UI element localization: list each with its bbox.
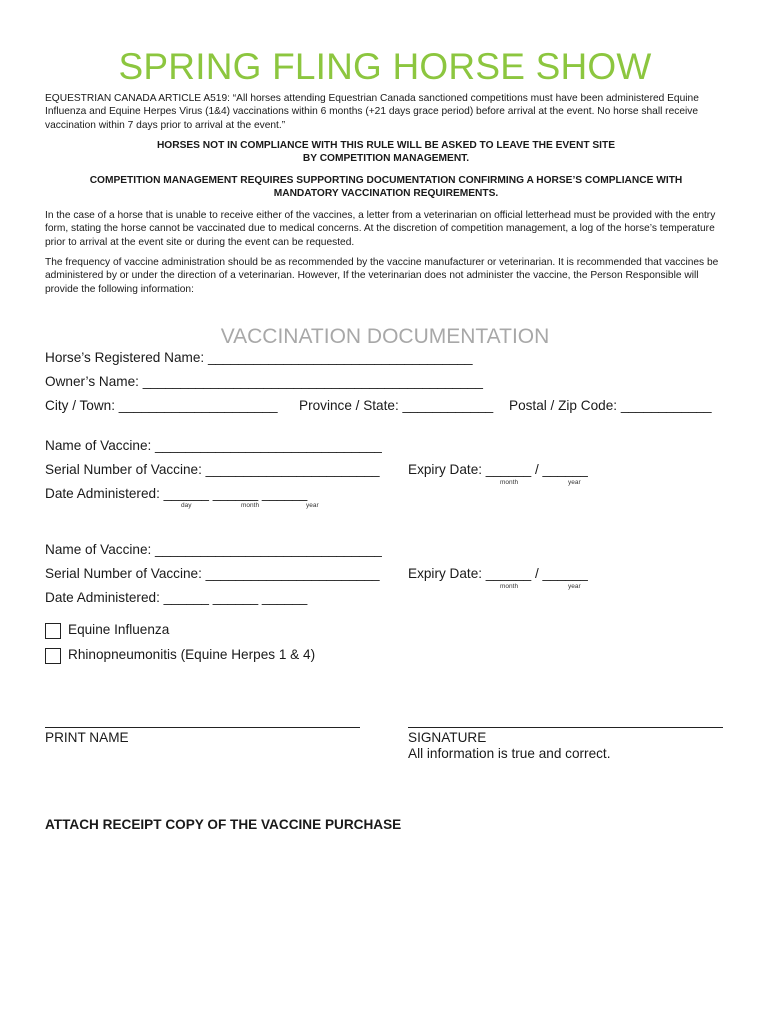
horse-name-field[interactable]: Horse’s Registered Name: ___________________________________ bbox=[45, 350, 473, 365]
postal-code-field[interactable]: Postal / Zip Code: ____________ bbox=[509, 398, 712, 413]
vet-letter-paragraph: In the case of a horse that is unable to receive either of the vaccines, a letter from a veterinarian on official letterhead must be provided with the entry form, stating the horse cannot be vaccinated due to medical concerns. At the discretion of competition management, a log of the horse’s temperature prior to arrival at the event site or during the event can be requested. bbox=[45, 210, 716, 248]
province-field[interactable]: Province / State: ____________ bbox=[299, 398, 494, 413]
vaccine2-name-field[interactable]: Name of Vaccine: ______________________________ bbox=[45, 542, 382, 557]
section-title: VACCINATION DOCUMENTATION bbox=[220, 325, 550, 348]
vaccine2-expiry-year-label: year bbox=[568, 583, 581, 590]
vaccine1-day-label: day bbox=[181, 502, 192, 509]
vaccine2-serial-field[interactable]: Serial Number of Vaccine: _______________________ bbox=[45, 566, 380, 581]
print-name-line[interactable] bbox=[45, 727, 360, 728]
vaccine1-month-label: month bbox=[241, 502, 260, 509]
intro-article-text: EQUESTRIAN CANADA ARTICLE A519: “All horses attending Equestrian Canada sanctioned competitions must have been administered Equine Influenza and Equine Herpes Virus (1&4) vaccinations within 6 months (+21 days grace period) before arrival at the event. No horse shall receive vaccination within 7 days prior to arrival at the event.” bbox=[45, 93, 699, 131]
vaccine2-expiry-month-label: month bbox=[500, 583, 519, 590]
signature-note: All information is true and correct. bbox=[408, 746, 611, 761]
warning-line-2: BY COMPETITION MANAGEMENT. bbox=[302, 153, 470, 164]
equine-influenza-label: Equine Influenza bbox=[68, 622, 170, 637]
signature-line[interactable] bbox=[408, 727, 723, 728]
vaccine-frequency-paragraph: The frequency of vaccine administration should be as recommended by the vaccine manufacturer or veterinarian. It is recommended that vaccines be administered by or under the direction of a veterinarian. However, If the veterinarian does not administer the vaccine, the Person Responsible will provide the following information: bbox=[45, 257, 719, 295]
signature-label: SIGNATURE bbox=[408, 730, 487, 745]
equine-influenza-checkbox[interactable] bbox=[45, 623, 61, 639]
vaccine1-year-label: year bbox=[306, 502, 319, 509]
vaccine1-serial-field[interactable]: Serial Number of Vaccine: _______________________ bbox=[45, 462, 380, 477]
print-name-label: PRINT NAME bbox=[45, 730, 129, 745]
form-title: SPRING FLING HORSE SHOW bbox=[118, 46, 652, 87]
requirement-line-1: COMPETITION MANAGEMENT REQUIRES SUPPORTING DOCUMENTATION CONFIRMING A HORSE’S COMPLIANCE WITH bbox=[89, 175, 683, 186]
vaccine1-expiry-month-label: month bbox=[500, 479, 519, 486]
rhinopneumonitis-label: Rhinopneumonitis (Equine Herpes 1 & 4) bbox=[68, 647, 316, 662]
rhinopneumonitis-checkbox[interactable] bbox=[45, 648, 61, 664]
attach-receipt-note: ATTACH RECEIPT COPY OF THE VACCINE PURCHASE bbox=[45, 817, 402, 832]
vaccine2-expiry-field[interactable]: Expiry Date: ______ / ______ bbox=[408, 566, 588, 581]
vaccine1-name-field[interactable]: Name of Vaccine: ______________________________ bbox=[45, 438, 382, 453]
vaccine1-expiry-field[interactable]: Expiry Date: ______ / ______ bbox=[408, 462, 588, 477]
requirement-line-2: MANDATORY VACCINATION REQUIREMENTS. bbox=[273, 188, 499, 199]
vaccine1-date-administered-field[interactable]: Date Administered: ______ ______ ______ bbox=[45, 486, 308, 501]
warning-line-1: HORSES NOT IN COMPLIANCE WITH THIS RULE WILL BE ASKED TO LEAVE THE EVENT SITE bbox=[156, 140, 616, 151]
vaccine2-date-administered-field[interactable]: Date Administered: ______ ______ ______ bbox=[45, 590, 308, 605]
owner-name-field[interactable]: Owner’s Name: _____________________________________________ bbox=[45, 374, 483, 389]
vaccine1-expiry-year-label: year bbox=[568, 479, 581, 486]
city-field[interactable]: City / Town: _____________________ bbox=[45, 398, 278, 413]
